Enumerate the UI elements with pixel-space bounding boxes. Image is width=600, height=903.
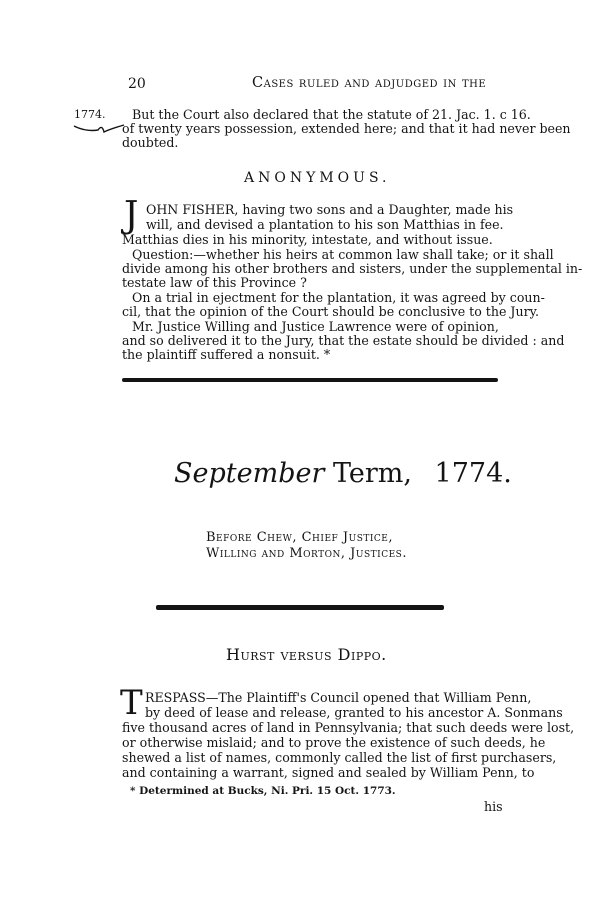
before-line-2: Willing and Morton, Justices.	[206, 546, 407, 561]
margin-bracket-mark	[72, 122, 128, 136]
catchword: his	[484, 799, 503, 814]
term-heading-year: 1774.	[434, 458, 512, 489]
case-line-1: RESPASS—The Plaintiff's Council opened that William Penn,	[145, 690, 532, 705]
anon-justices-line-3: the plaintiff suffered a nonsuit. *	[122, 347, 331, 362]
ornamental-rule-1	[122, 378, 498, 382]
anon-p1-line-2: will, and devised a plantation to his son Matthias in fee.	[146, 217, 504, 232]
opening-line-3: doubted.	[122, 135, 179, 150]
case-line-2: by deed of lease and release, granted to his ancestor A. Sonmans	[145, 705, 563, 720]
anon-trial-line-2: cil, that the opinion of the Court should be conclusive to the Jury.	[122, 304, 540, 319]
margin-note-year: 1774.	[74, 108, 106, 121]
case-line-6: and containing a warrant, signed and sealed by William Penn, to	[122, 765, 535, 780]
anon-question-line-3: testate law of this Province ?	[122, 275, 307, 290]
ornamental-rule-2	[156, 605, 444, 610]
term-heading-month: September	[174, 458, 325, 489]
drop-cap-j: J	[124, 195, 139, 236]
anon-question-line-1: Question:—whether his heirs at common law shall take; or it shall	[132, 247, 554, 262]
anon-trial-line-1: On a trial in ejectment for the plantation, it was agreed by coun-	[132, 290, 545, 305]
case-heading	[226, 645, 387, 664]
opening-line-2: of twenty years possession, extended here; and that it had never been	[122, 121, 571, 136]
footnote: * Determined at Bucks, Ni. Pri. 15 Oct. 1773.	[130, 785, 396, 797]
case-line-5: shewed a list of names, commonly called the list of first purchasers,	[122, 750, 557, 765]
case-line-4: or otherwise mislaid; and to prove the existence of such deeds, he	[122, 735, 546, 750]
running-head-title: Cases ruled and adjudged in the	[252, 75, 487, 91]
before-line-1: Before Chew, Chief Justice,	[206, 530, 394, 545]
opening-line-1: But the Court also declared that the statute of 21. Jac. 1. c 16.	[132, 107, 531, 122]
term-heading	[174, 458, 512, 489]
drop-cap-t: T	[120, 683, 143, 723]
case-line-3: five thousand acres of land in Pennsylvania; that such deeds were lost,	[122, 720, 575, 735]
anon-justices-line-2: and so delivered it to the Jury, that the estate should be divided : and	[122, 333, 565, 348]
page-number: 20	[128, 76, 146, 92]
anon-question-line-2: divide among his other brothers and sisters, under the supplemental in-	[122, 261, 583, 276]
anon-p1-line-3: Matthias dies in his minority, intestate, and without issue.	[122, 232, 493, 247]
anon-p1-line-1: OHN FISHER, having two sons and a Daughter, made his	[146, 202, 514, 217]
anonymous-heading: ANONYMOUS.	[244, 170, 391, 186]
anon-justices-line-1: Mr. Justice Willing and Justice Lawrence were of opinion,	[132, 319, 499, 334]
term-heading-word: Term,	[332, 458, 412, 489]
case-heading-text: Hurst versus Dippo.	[226, 645, 387, 664]
